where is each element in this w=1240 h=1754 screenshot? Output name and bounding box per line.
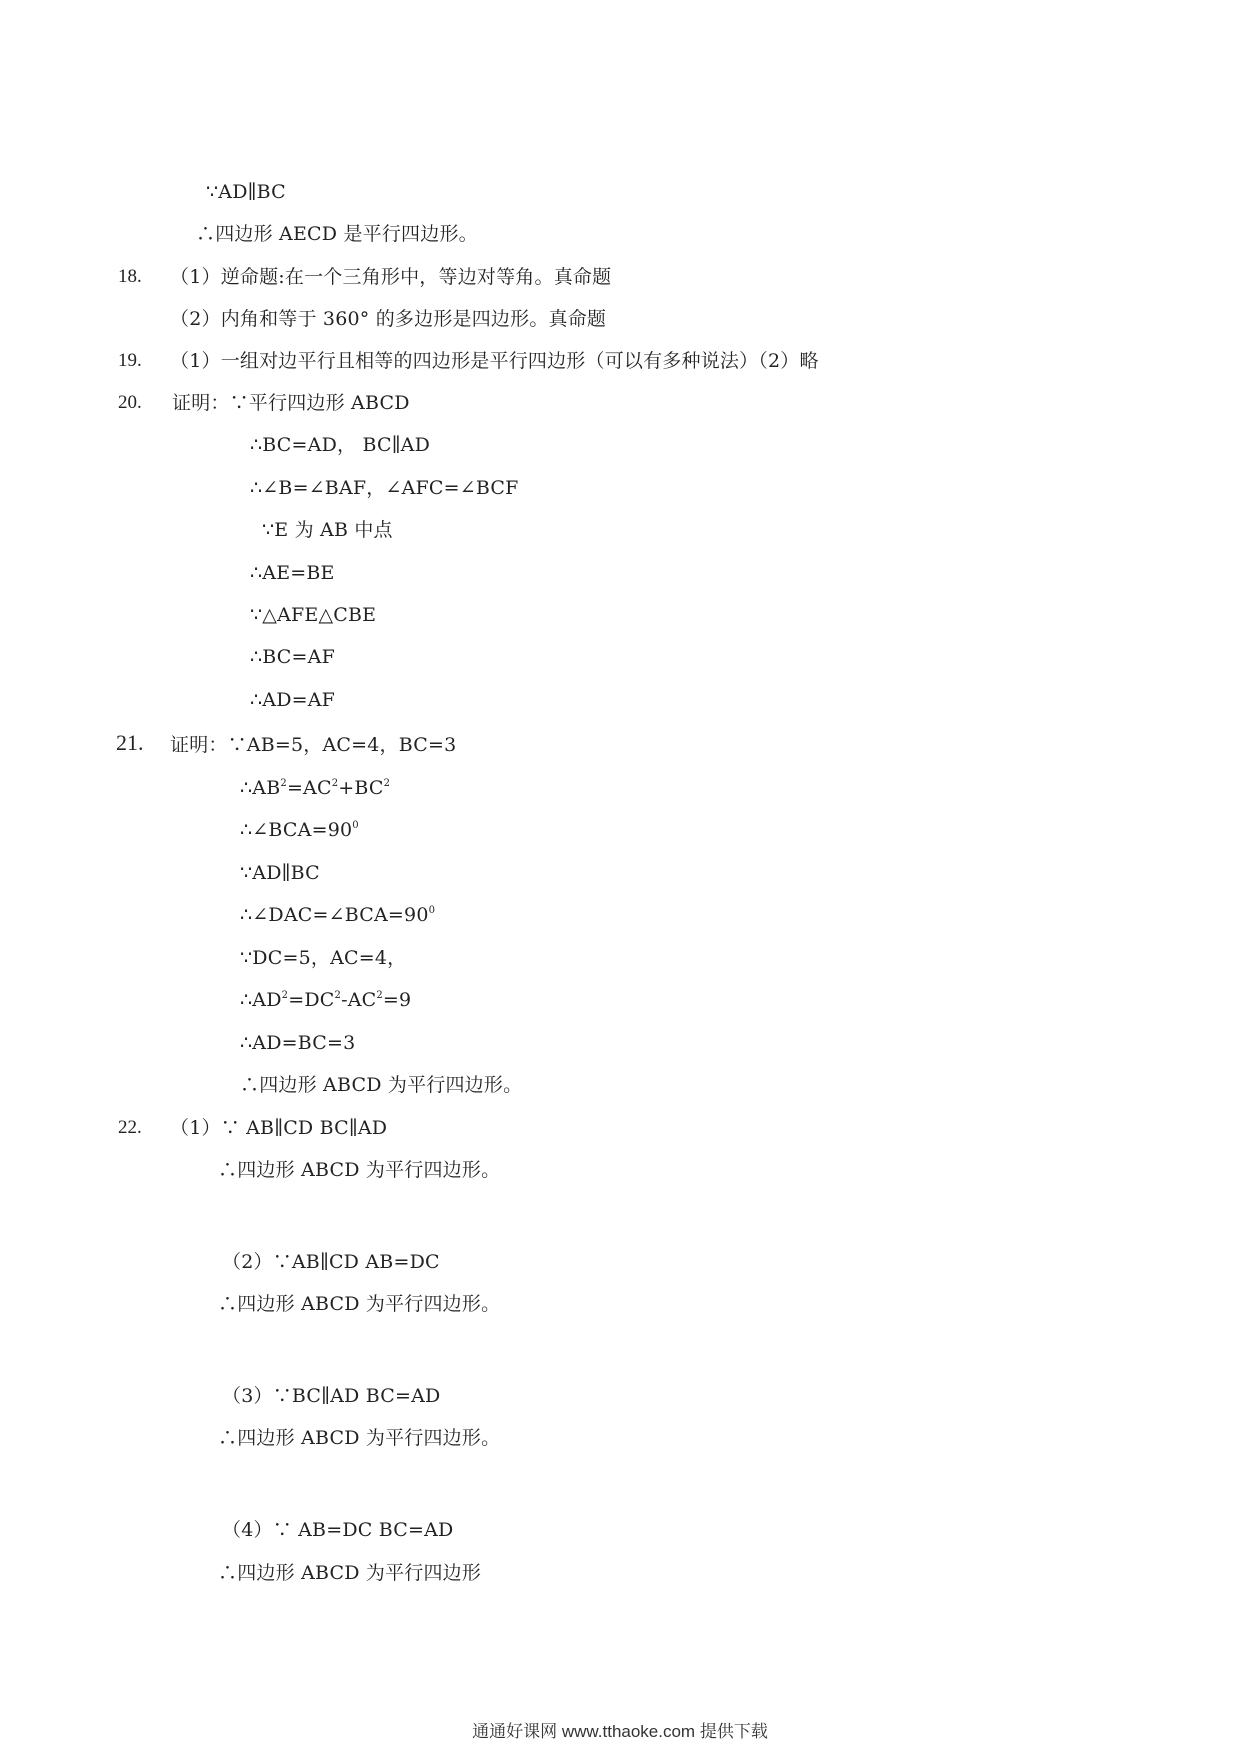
- q22-part-1-given: （1）∵ AB∥CD BC∥AD: [170, 1117, 388, 1139]
- q21-line-1: 证明：∵AB=5，AC=4，BC=3: [170, 734, 457, 756]
- q22-part-1-conclusion: ∴四边形 ABCD 为平行四边形。: [218, 1159, 501, 1181]
- q22-part-3-given: （3）∵BC∥AD BC=AD: [222, 1385, 441, 1407]
- q21-number: 21.: [116, 730, 144, 755]
- page-footer: 通通好课网 www.tthaoke.com 提供下载: [472, 1722, 768, 1741]
- q18-number: 18.: [118, 266, 142, 287]
- q20-line: ∴AD=AF: [250, 689, 336, 711]
- q20-line: ∴BC=AF: [250, 646, 335, 668]
- q21-line-2: $\therefore AB^2=AC^2+BC^2$: [240, 777, 391, 799]
- q22-part-4-conclusion: ∴四边形 ABCD 为平行四边形: [218, 1562, 482, 1584]
- q21-line-5: $\therefore\angle DAC=\angle BCA=90^0$: [240, 904, 436, 926]
- q18-part-2: （2）内角和等于 360° 的多边形是四边形。真命题: [170, 308, 607, 330]
- q21-line-7: $\therefore AD^2=DC^2-AC^2=9$: [240, 989, 412, 1011]
- q21-line-8: ∴AD=BC=3: [240, 1032, 356, 1054]
- q20-line: ∴AE=BE: [250, 562, 335, 584]
- q17-line-1: ∵AD∥BC: [206, 181, 286, 203]
- q19-number: 19.: [118, 350, 142, 371]
- q21-line-4: ∵AD∥BC: [240, 862, 320, 884]
- q20-line: 证明：∵平行四边形 ABCD: [172, 392, 410, 414]
- q17-line-2: ∴四边形 AECD 是平行四边形。: [196, 223, 478, 245]
- q20-line: ∵E 为 AB 中点: [262, 519, 393, 541]
- q20-line: ∴∠B=∠BAF，∠AFC=∠BCF: [250, 477, 519, 499]
- q20-number: 20.: [118, 392, 142, 413]
- q22-part-2-given: （2）∵AB∥CD AB=DC: [222, 1251, 440, 1273]
- q20-line: ∴BC=AD， BC∥AD: [250, 434, 431, 456]
- q22-part-4-given: （4）∵ AB=DC BC=AD: [222, 1519, 454, 1541]
- q21-line-9: ∴四边形 ABCD 为平行四边形。: [240, 1074, 523, 1096]
- q21-line-3: $\therefore\angle BCA=90^0$: [240, 819, 359, 841]
- q19-text: （1）一组对边平行且相等的四边形是平行四边形（可以有多种说法）（2）略: [170, 350, 819, 372]
- q21-line-6: ∵DC=5，AC=4，: [240, 947, 407, 969]
- q22-number: 22.: [118, 1117, 142, 1138]
- q22-part-2-conclusion: ∴四边形 ABCD 为平行四边形。: [218, 1293, 501, 1315]
- q22-part-3-conclusion: ∴四边形 ABCD 为平行四边形。: [218, 1427, 501, 1449]
- q18-part-1: （1）逆命题:在一个三角形中，等边对等角。真命题: [170, 266, 612, 288]
- q20-line: ∵△AFE△CBE: [250, 604, 377, 626]
